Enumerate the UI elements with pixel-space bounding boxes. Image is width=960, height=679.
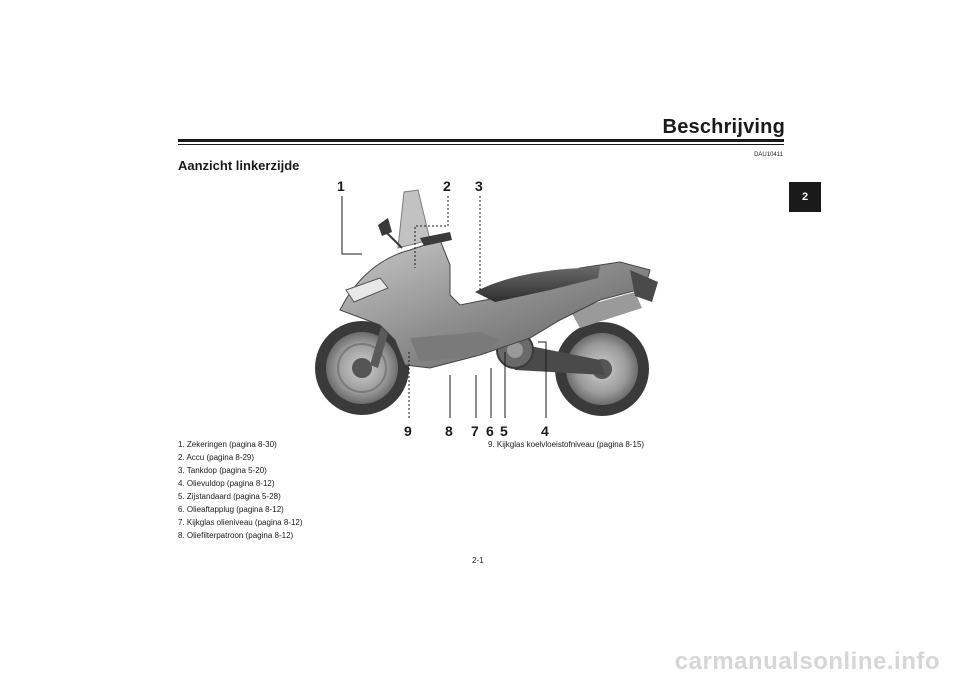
- callout-8: 8: [445, 423, 453, 439]
- callout-7: 7: [471, 423, 479, 439]
- legend-item-6: 6. Olieaftapplug (pagina 8-12): [178, 505, 284, 514]
- callout-9: 9: [404, 423, 412, 439]
- callout-3: 3: [475, 178, 483, 194]
- callout-4: 4: [541, 423, 549, 439]
- callout-1: 1: [337, 178, 345, 194]
- page-number: 2-1: [472, 556, 484, 565]
- callout-5: 5: [500, 423, 508, 439]
- legend-item-5: 5. Zijstandaard (pagina 5-28): [178, 492, 281, 501]
- legend-item-4: 4. Olievuldop (pagina 8-12): [178, 479, 275, 488]
- legend-item-8: 8. Oliefilterpatroon (pagina 8-12): [178, 531, 294, 540]
- legend-left-column: [178, 438, 303, 542]
- header-rule-thin: [178, 144, 784, 145]
- document-code: DAU10411: [754, 152, 783, 158]
- watermark[interactable]: carmanualsonline.info: [674, 648, 940, 675]
- mirror: [378, 218, 392, 236]
- legend-item-2: 2. Accu (pagina 8-29): [178, 453, 255, 462]
- callout-6: 6: [486, 423, 494, 439]
- section-title: Beschrijving: [662, 116, 785, 138]
- legend-item-7: 7. Kijkglas olieniveau (pagina 8-12): [178, 518, 303, 527]
- callout-2: 2: [443, 178, 451, 194]
- scooter-illustration: [300, 170, 670, 440]
- legend-right-column: [488, 438, 644, 451]
- page-heading: Aanzicht linkerzijde: [178, 158, 300, 173]
- legend-item-1: 1. Zekeringen (pagina 8-30): [178, 440, 277, 449]
- header-rule: [178, 139, 784, 142]
- legend-item-3: 3. Tankdop (pagina 5-20): [178, 466, 267, 475]
- chapter-tab[interactable]: 2: [789, 182, 821, 212]
- legend-item-9: 9. Kijkglas koelvloeistofniveau (pagina 8-15): [488, 440, 645, 449]
